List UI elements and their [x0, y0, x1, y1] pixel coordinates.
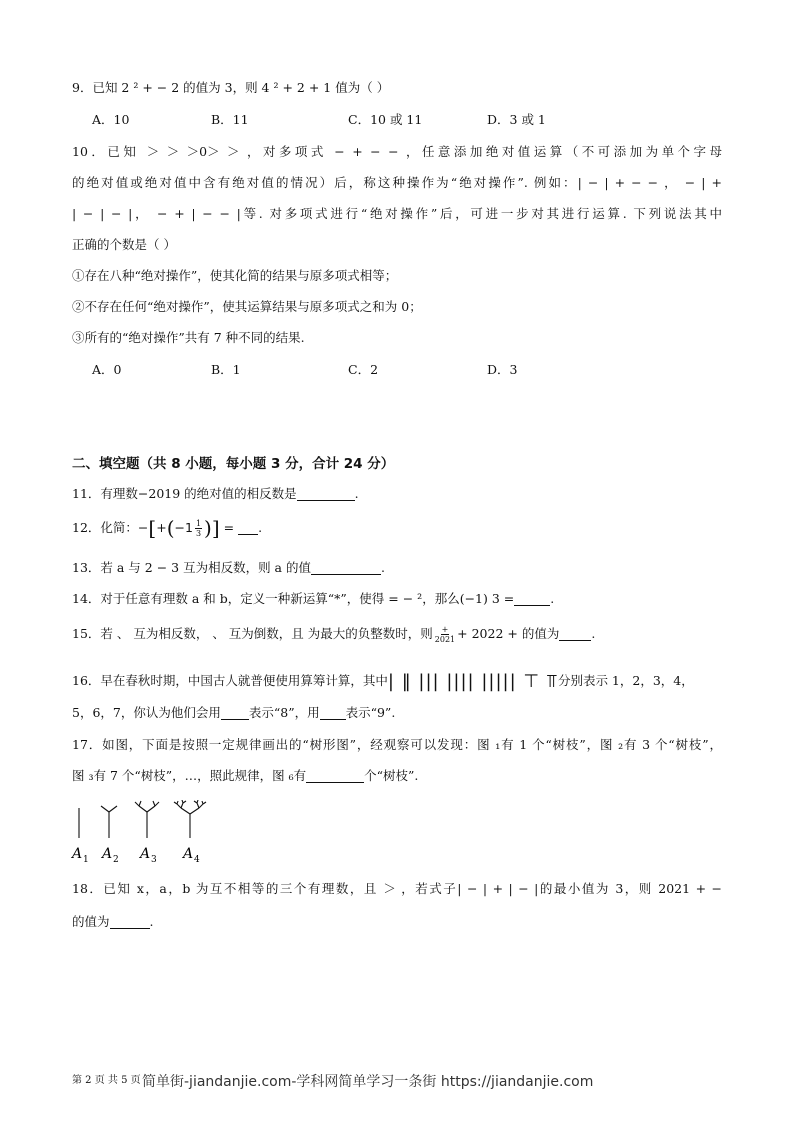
page-footer: 第 2 页 共 5 页	[72, 1075, 141, 1086]
tree-a4-twig	[199, 804, 203, 808]
q18-line2: 的值为	[72, 914, 110, 929]
q10-stem-line-2: 的绝对值或绝对值中含有绝对值的情况）后，称这种操作为“绝对操作”. 例如：| − | + − − ， − | +	[72, 175, 722, 190]
q12-frac-den: 3	[195, 529, 202, 538]
q12-fraction	[195, 519, 202, 538]
q17-line-1: 17．如图，下面是按照一定规律画出的“树形图”，经观察可以发现：图 ₁有 1 个“树枝”，图 ₂有 3 个“树枝”，	[72, 737, 722, 752]
q9-stem: 9．已知 2 ² + − 2 的值为 3，则 4 ² + 2 + 1 值为（ ）	[72, 80, 390, 95]
tree-a2-branch-right	[109, 806, 117, 812]
tree-a3-twig	[135, 802, 139, 806]
q15-fraction	[435, 625, 455, 644]
q16-line2b: 表示“8”，用	[248, 705, 320, 720]
q9-option-a: A．10	[92, 112, 130, 127]
q12-equals: =	[223, 520, 235, 535]
q10-stem-line-1: 10．已知 ＞ ＞ ＞0＞ ＞ ，对多项式 − + − − ，任意添加绝对值运算（不可添加为单个字母	[72, 144, 722, 159]
q12-answer-blank[interactable]	[238, 520, 258, 535]
q9-option-d: D．3 或 1	[487, 112, 546, 127]
q14-answer-blank[interactable]	[514, 591, 550, 606]
tree-a4-leaf	[203, 802, 206, 804]
q18-answer-blank[interactable]	[110, 914, 150, 929]
q16-blank-8[interactable]	[221, 705, 249, 720]
q10-statement-2: ②不存在任何“绝对操作”，使其运算结果与原多项式之和为 0；	[72, 299, 422, 314]
tree-label-a1: A	[72, 846, 83, 862]
q12-minus-one: −1	[174, 520, 193, 535]
tree-label-a3: A	[140, 846, 151, 862]
q18-end: .	[149, 914, 154, 929]
q17-line2a: 图 ₃有 7 个“树枝”，…，照此规律，图 ₆有	[72, 768, 307, 783]
q12-plus: +	[156, 520, 167, 535]
q14	[72, 589, 554, 609]
q11	[72, 484, 359, 504]
q18-line-2	[72, 912, 154, 932]
tree-label-sub-3: 3	[151, 855, 157, 865]
q12-end: .	[258, 520, 263, 535]
q15-frac-num: +	[441, 625, 449, 634]
q16-part1: 16．早在春秋时期，中国古人就普便使用算筹计算，其中	[72, 673, 388, 688]
tree-label-a2: A	[102, 846, 113, 862]
tree-a4-leaf	[197, 800, 198, 803]
tree-a3-branch-left	[139, 806, 147, 812]
q10-option-a: A．0	[92, 362, 122, 377]
q12-bracket-open: [	[148, 516, 157, 540]
tree-label-a4: A	[183, 846, 194, 862]
q16-line-1	[72, 671, 694, 692]
q10-option-d: D．3	[487, 362, 518, 377]
q16-line2a: 5，6，7，你认为他们会用	[72, 705, 221, 720]
tree-a3-twig	[139, 801, 141, 806]
tree-label-sub-4: 4	[194, 855, 200, 865]
q15	[72, 624, 595, 644]
tree-a3-twig	[153, 801, 155, 806]
counting-rods-glyphs: | ‖ ||| |||| ||||| ⊤ ⫪	[387, 671, 558, 692]
q12-paren-open: (	[166, 516, 175, 540]
watermark: 简单街-jiandanjie.com-学科网简单学习一条街 https://jiandanjie.com	[142, 1074, 594, 1090]
q11-end: .	[354, 486, 359, 501]
q16-line-2	[72, 703, 395, 723]
q12-prefix: 12．化简：−	[72, 520, 149, 535]
tree-a4-twig	[177, 804, 181, 808]
tree-a2-branch-left	[101, 806, 109, 812]
q10-statement-3: ③所有的“绝对操作”共有 7 种不同的结果.	[72, 330, 305, 345]
q17-line-2	[72, 766, 418, 786]
q10-stem-line-4: 正确的个数是（ ）	[72, 237, 176, 252]
q15-answer-blank[interactable]	[559, 626, 591, 641]
q12	[72, 518, 262, 538]
section-heading: 二、填空题（共 8 小题，每小题 3 分，合计 24 分）	[72, 456, 395, 472]
q17-line2b: 个“树枝”.	[364, 768, 419, 783]
q10-option-c: C．2	[348, 362, 379, 377]
tree-a4-twig	[181, 803, 183, 808]
tree-a4-branch-right	[190, 808, 199, 814]
q14-text: 14．对于任意有理数 a 和 b，定义一种新运算“*”，使得 = − ²，那么(−1) 3 =	[72, 591, 515, 606]
q15-end: .	[591, 626, 596, 641]
q16-part2: 分别表示 1，2，3，4，	[557, 673, 694, 688]
q13	[72, 558, 385, 578]
tree-figure	[70, 800, 230, 868]
q15-rest: + 2022 + 的值为	[457, 626, 560, 641]
q14-end: .	[550, 591, 555, 606]
q10-option-b: B．1	[211, 362, 241, 377]
tree-a4-branch-left	[181, 808, 190, 814]
q12-bracket-close: ]	[211, 516, 220, 540]
q11-text: 11．有理数−2019 的绝对值的相反数是	[72, 486, 297, 501]
q12-frac-num: 1	[195, 519, 202, 528]
q13-answer-blank[interactable]	[311, 560, 381, 575]
q9-option-c: C．10 或 11	[348, 112, 423, 127]
q18-line-1: 18．已知 x，a，b 为互不相等的三个有理数，且 ＞ ，若式子| − | + | − |的最小值为 3，则 2021 + −	[72, 881, 722, 896]
tree-a4-twig	[197, 803, 199, 808]
q16-blank-9[interactable]	[320, 705, 346, 720]
q10-statement-1: ①存在八种“绝对操作”，使其化简的结果与原多项式相等；	[72, 268, 398, 283]
tree-a3-branch-right	[147, 806, 155, 812]
q13-text: 13．若 a 与 2 − 3 互为相反数，则 a 的值	[72, 560, 311, 575]
q11-answer-blank[interactable]	[297, 486, 355, 501]
q16-line2c: 表示“9”.	[345, 705, 396, 720]
q13-end: .	[380, 560, 385, 575]
q12-paren-close: )	[204, 516, 212, 540]
tree-label-sub-1: 1	[83, 855, 89, 865]
q17-answer-blank[interactable]	[306, 768, 364, 783]
q15-frac-den: 2021	[434, 635, 456, 644]
tree-a3-twig	[155, 802, 159, 806]
tree-a4-leaf	[177, 801, 178, 804]
q9-option-b: B．11	[211, 112, 249, 127]
q15-text: 15．若 、 互为相反数， 、 互为倒数，且 为最大的负整数时，则	[72, 626, 433, 641]
tree-a4-leaf	[183, 801, 186, 803]
q10-stem-line-3: | − | − |， − + | − − |等. 对多项式进行“绝对操作”后，可进一步对其进行运算. 下列说法其中	[72, 206, 722, 221]
tree-label-sub-2: 2	[113, 855, 119, 865]
